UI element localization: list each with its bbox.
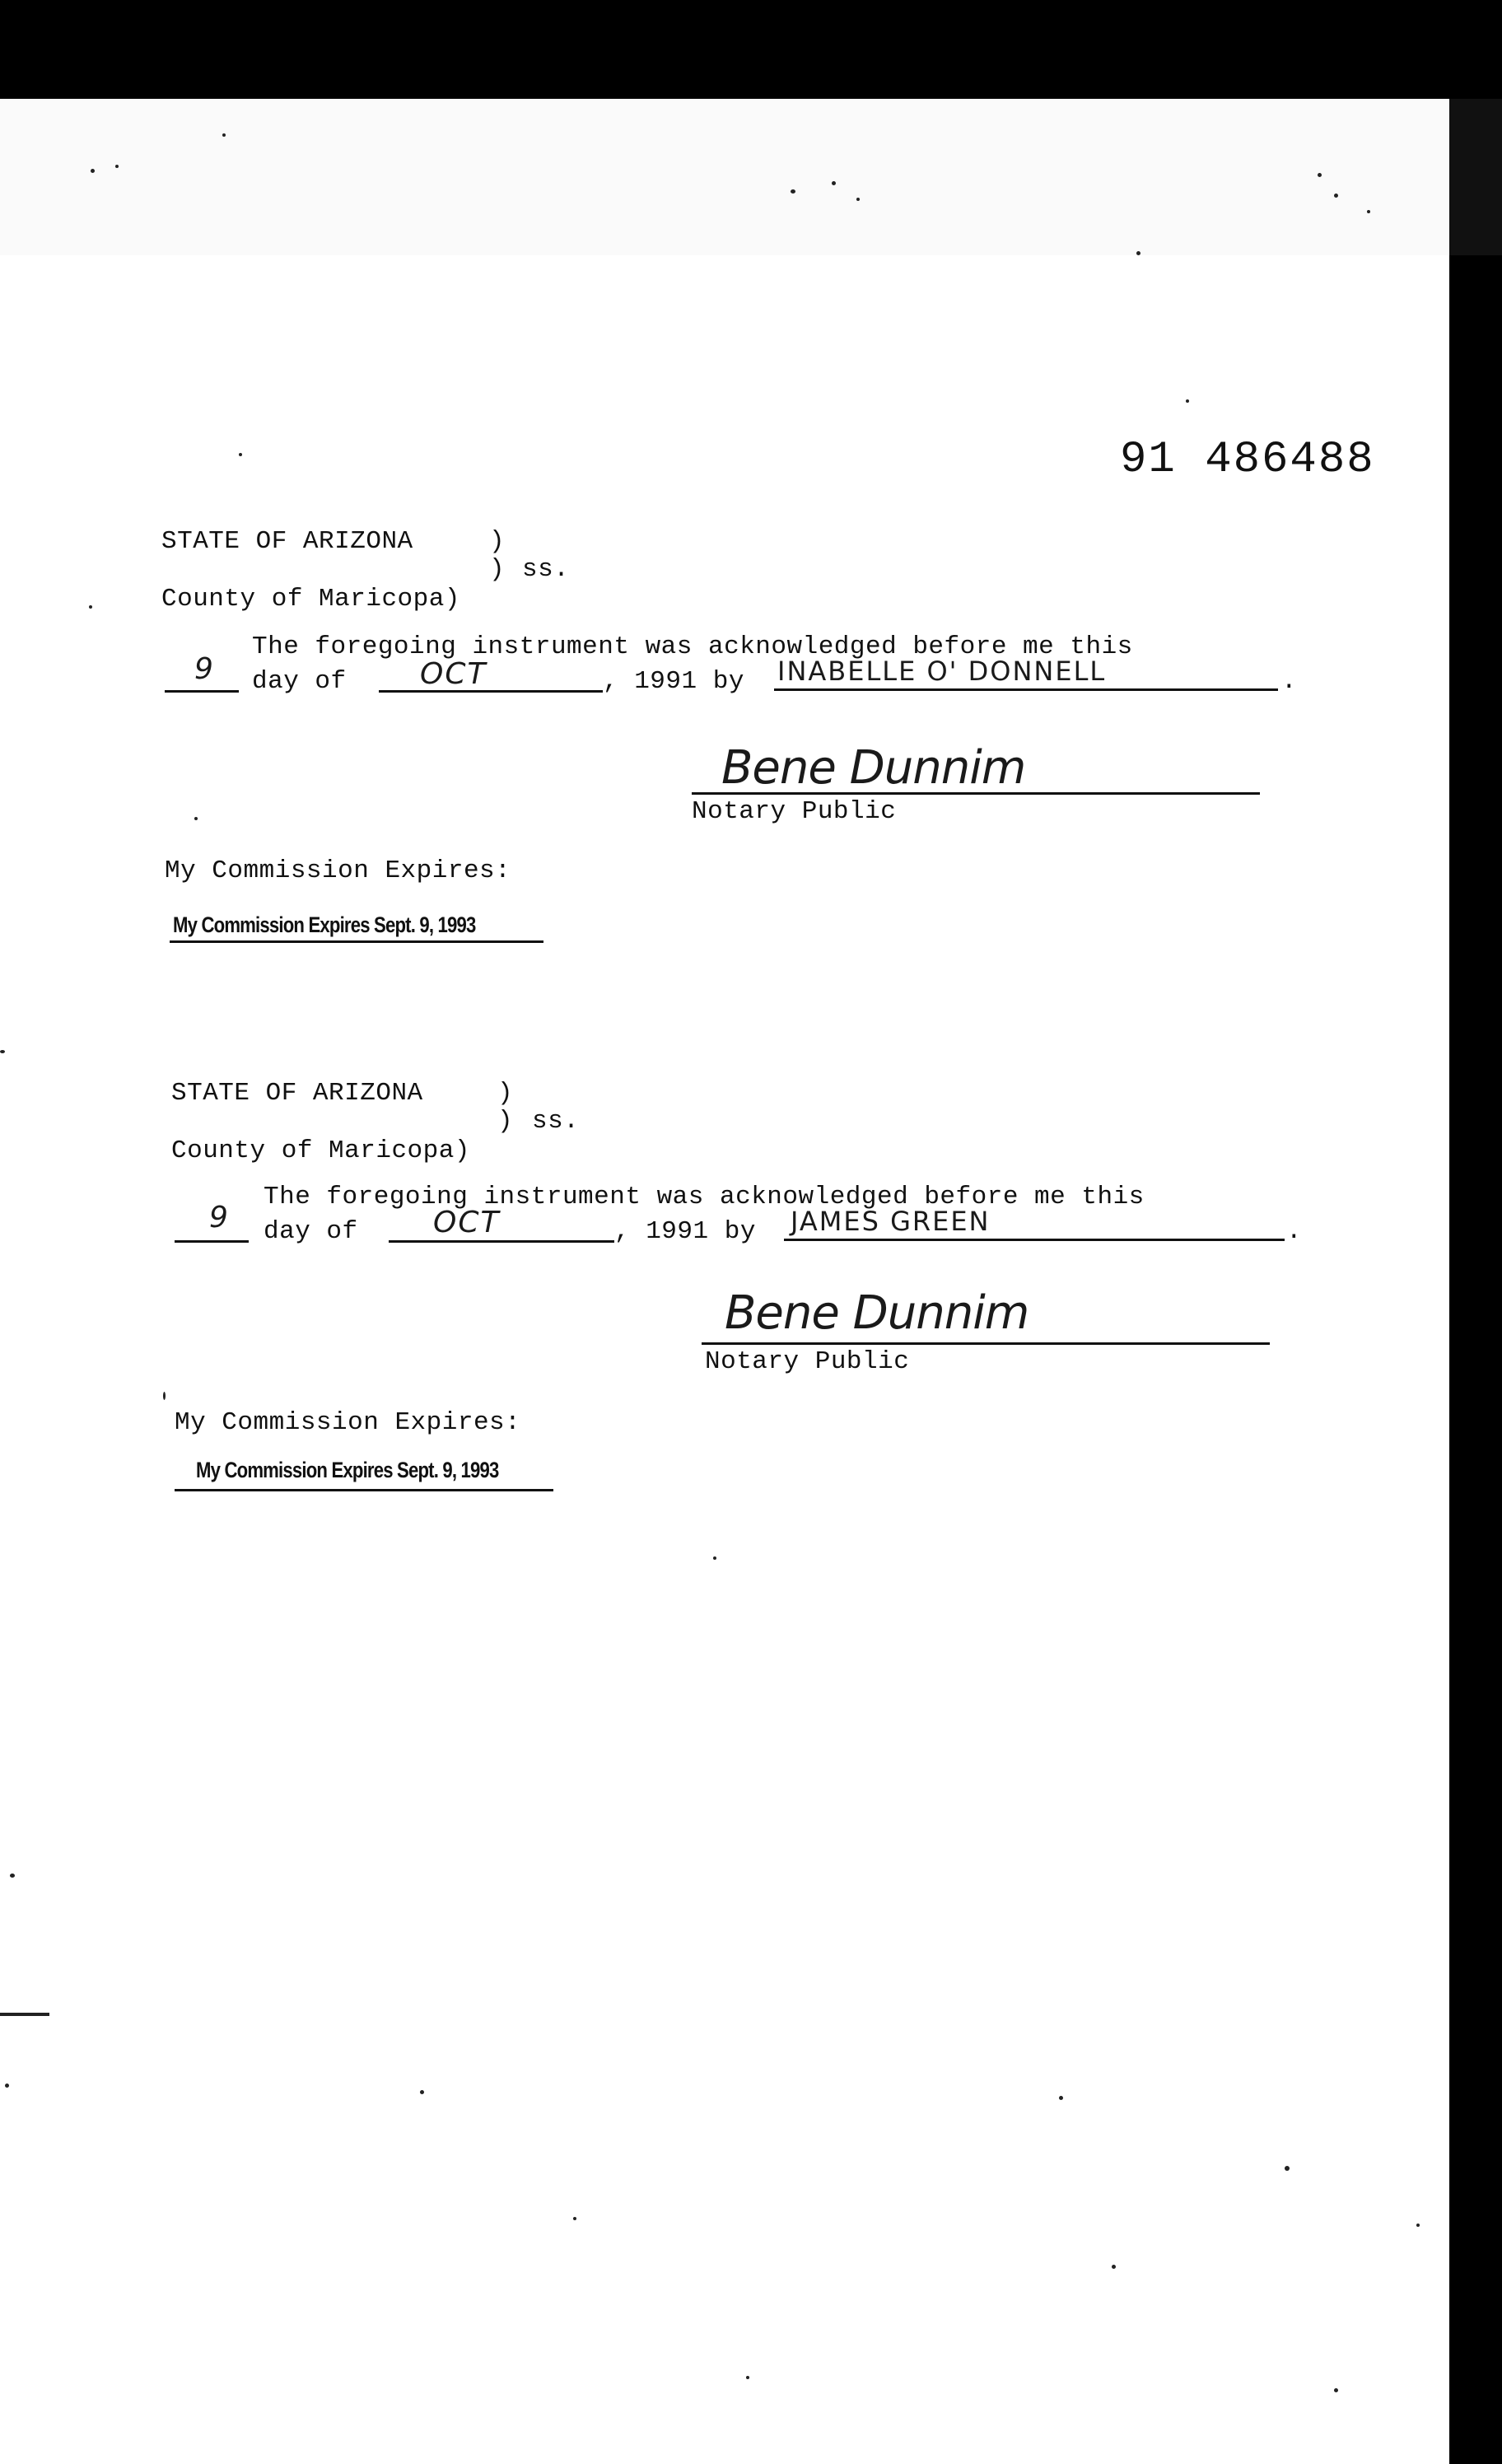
day-value: 9 <box>194 652 215 686</box>
speck <box>713 1556 716 1560</box>
speck <box>0 2013 49 2016</box>
period-mark: . <box>1286 1217 1303 1246</box>
day-of-label: day of <box>264 1217 358 1246</box>
commission-underline <box>175 1489 553 1491</box>
speck <box>420 2090 424 2094</box>
county-line: County of Maricopa) <box>161 585 460 614</box>
speck <box>1285 2166 1290 2171</box>
notary-signature: Bene Dunnim <box>725 1286 1029 1340</box>
bracket-mark: ) <box>489 555 506 584</box>
speck <box>1334 194 1338 198</box>
period-mark: . <box>1281 667 1298 696</box>
name-underline <box>784 1239 1285 1241</box>
speck <box>10 1874 15 1878</box>
commission-underline <box>170 940 543 943</box>
venue-ss: ss. <box>532 1107 580 1136</box>
speck <box>89 605 92 609</box>
speck <box>239 453 242 456</box>
commission-stamp: My Commission Expires Sept. 9, 1993 <box>173 912 476 937</box>
speck <box>1318 173 1322 177</box>
signature-line <box>702 1342 1270 1345</box>
speck <box>194 817 198 820</box>
month-value: OCT <box>420 657 487 691</box>
signature-line <box>692 792 1260 795</box>
speck <box>163 1392 166 1400</box>
name-underline <box>774 688 1278 691</box>
acknowledger-name: INABELLE O' DONNELL <box>777 656 1107 687</box>
bracket-mark: ) <box>497 1107 514 1136</box>
speck <box>222 133 226 137</box>
day-underline <box>175 1240 249 1243</box>
bracket-mark: ) <box>489 527 506 556</box>
year-by-label: , 1991 by <box>603 667 744 696</box>
commission-label: My Commission Expires: <box>175 1408 521 1437</box>
month-underline <box>379 690 603 693</box>
state-heading: STATE OF ARIZONA <box>161 527 413 556</box>
speck <box>1112 2265 1116 2269</box>
county-line: County of Maricopa) <box>171 1136 470 1165</box>
speck <box>1416 2224 1420 2227</box>
notary-signature: Bene Dunnim <box>721 741 1026 795</box>
commission-stamp: My Commission Expires Sept. 9, 1993 <box>196 1458 499 1482</box>
notary-label: Notary Public <box>705 1347 910 1376</box>
speck <box>0 1050 5 1053</box>
speck <box>832 181 836 185</box>
speck <box>115 165 119 168</box>
notary-label: Notary Public <box>692 797 897 826</box>
scan-noise-strip <box>0 99 1449 255</box>
speck <box>5 2084 9 2088</box>
page-edge-shadow <box>1449 99 1502 255</box>
speck <box>856 198 860 201</box>
day-underline <box>165 690 239 693</box>
acknowledger-name: JAMES GREEN <box>791 1206 991 1237</box>
document-number: 91 486488 <box>1120 435 1375 485</box>
month-underline <box>389 1240 614 1243</box>
speck <box>573 2217 576 2220</box>
speck <box>91 169 95 173</box>
speck <box>791 189 795 194</box>
year-by-label: , 1991 by <box>614 1217 756 1246</box>
speck <box>1059 2096 1063 2100</box>
speck <box>1186 399 1189 403</box>
commission-label: My Commission Expires: <box>165 856 511 885</box>
venue-ss: ss. <box>522 555 570 584</box>
speck <box>1334 2388 1338 2392</box>
month-value: OCT <box>433 1206 501 1239</box>
state-heading: STATE OF ARIZONA <box>171 1079 423 1108</box>
speck <box>1367 210 1370 213</box>
day-of-label: day of <box>252 667 347 696</box>
acknowledgment-statement: The foregoing instrument was acknowledged before me this <box>264 1183 1145 1211</box>
day-value: 9 <box>209 1201 230 1234</box>
acknowledgment-statement: The foregoing instrument was acknowledged before me this <box>252 632 1133 661</box>
speck <box>746 2376 749 2379</box>
speck <box>1136 251 1140 255</box>
bracket-mark: ) <box>497 1079 514 1108</box>
